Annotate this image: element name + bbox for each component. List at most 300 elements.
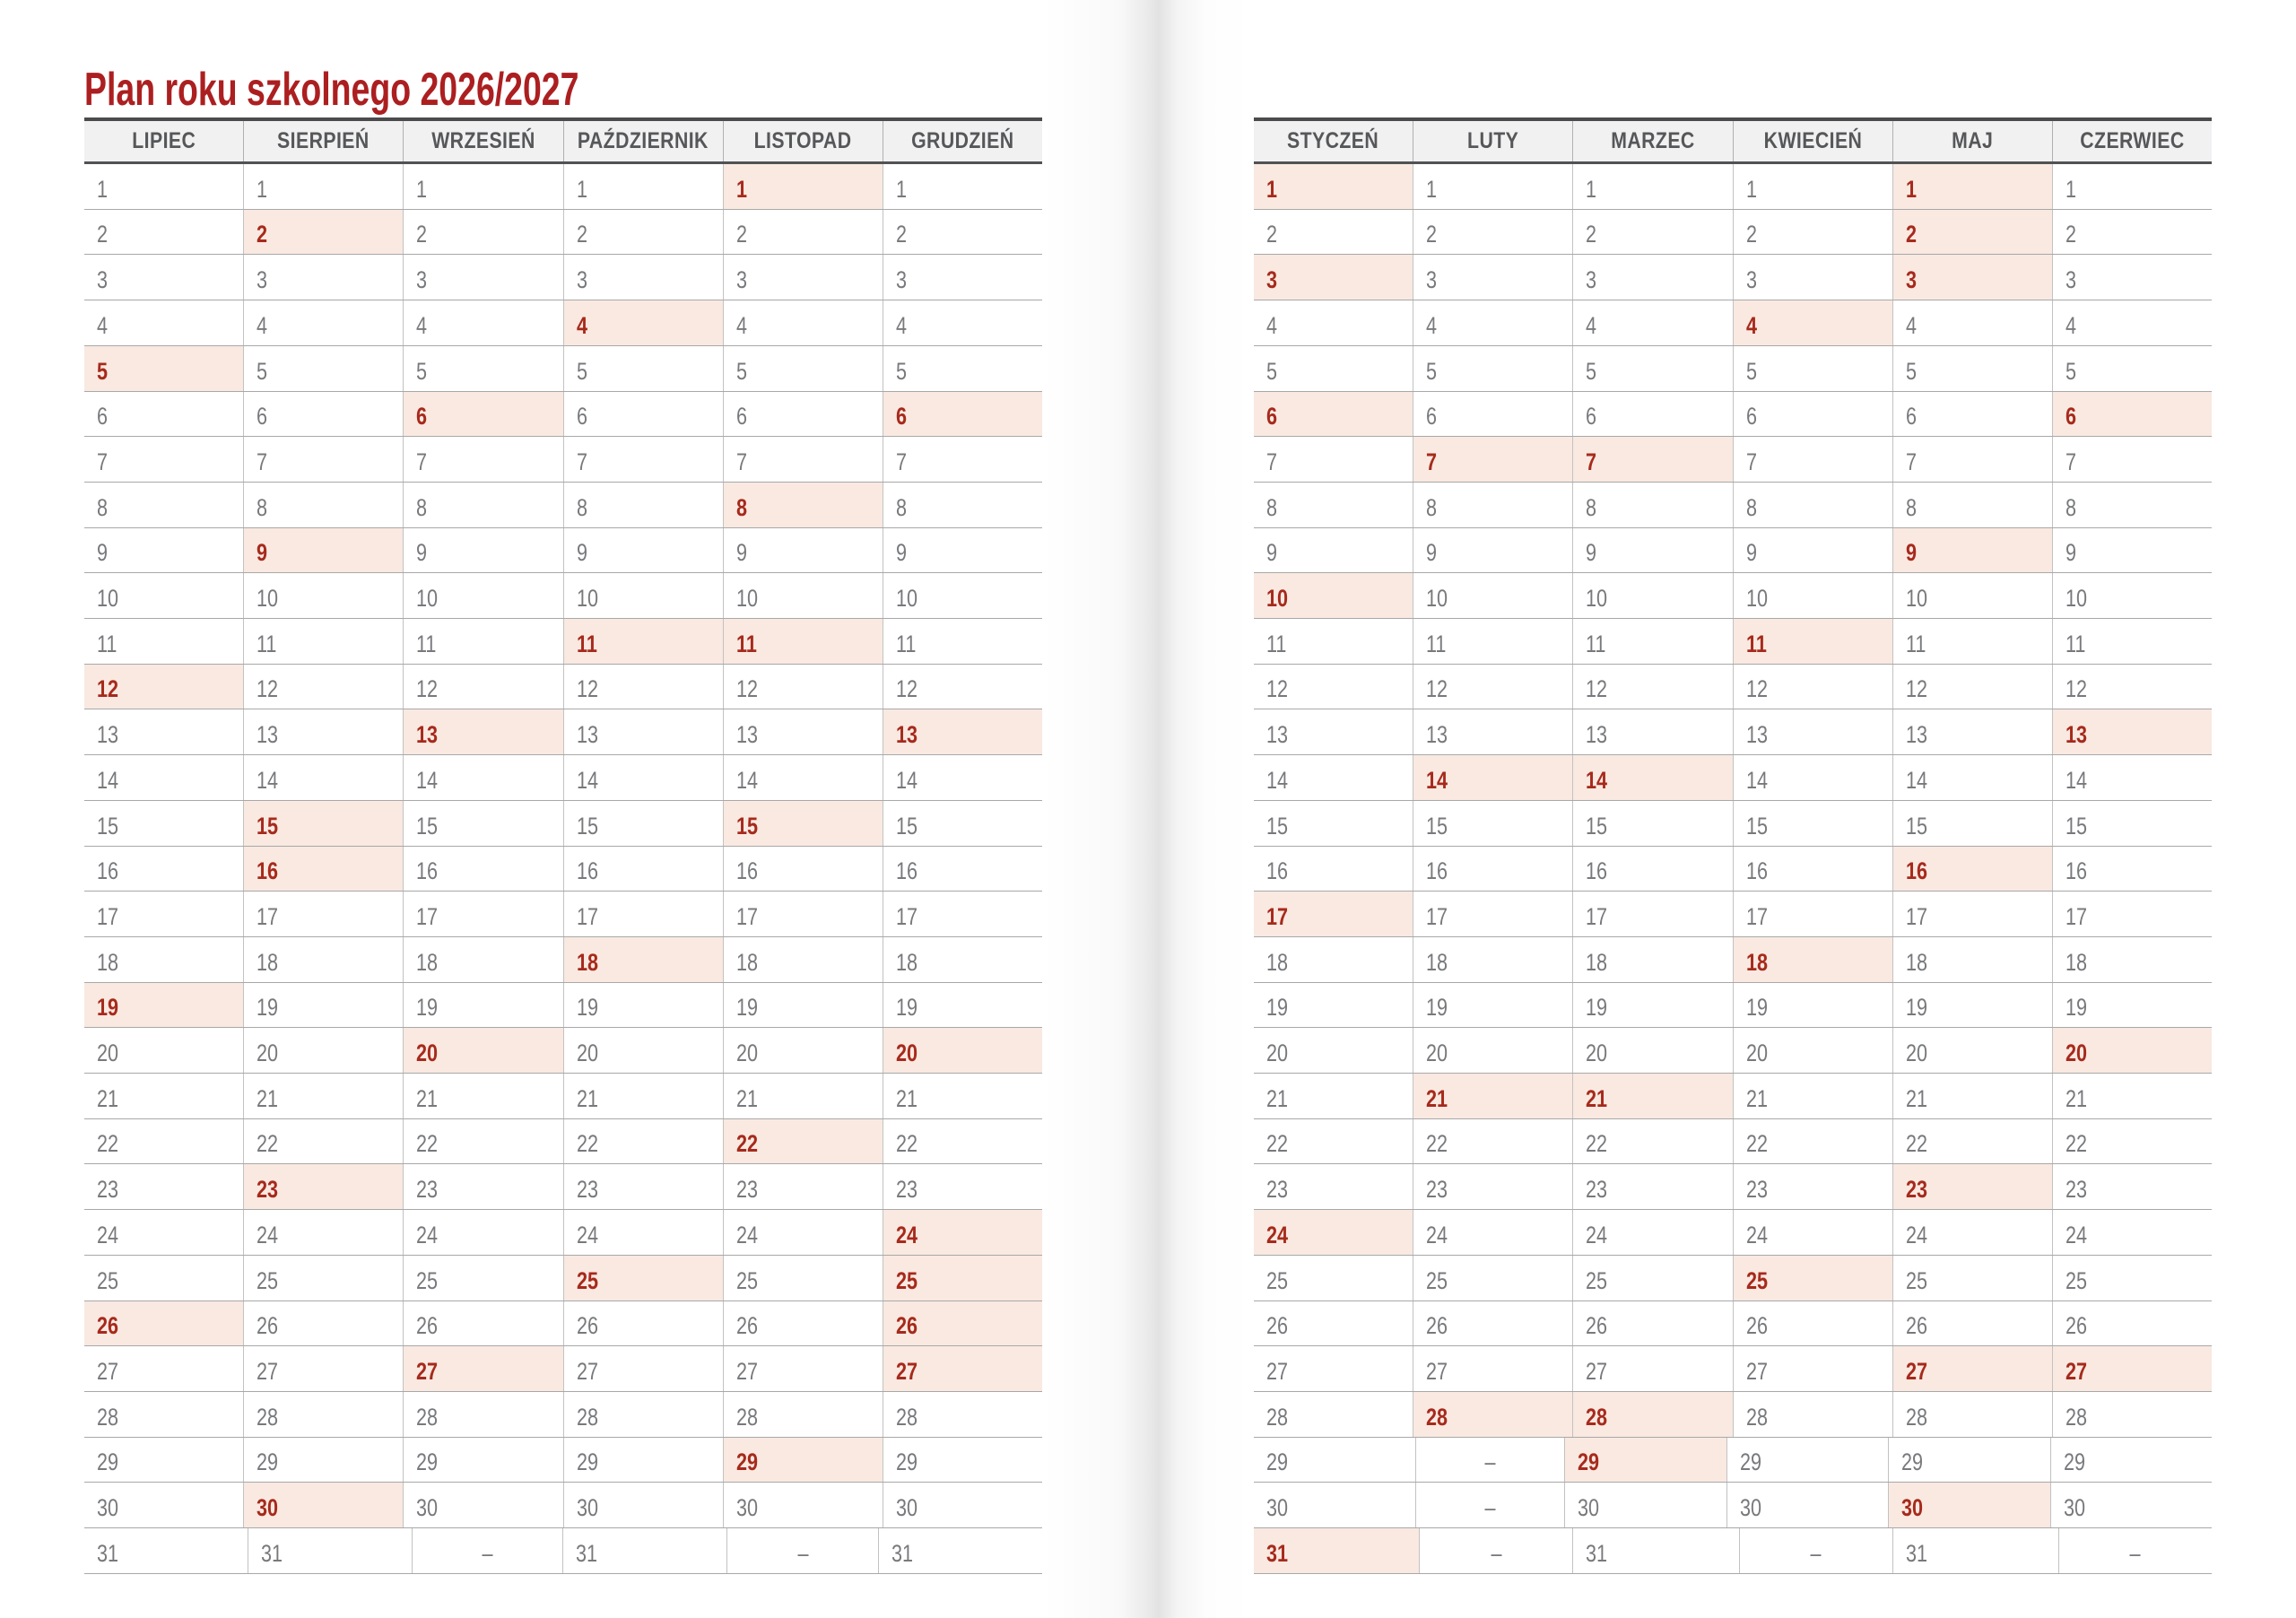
day-cell-left-m2-14 [403, 755, 562, 800]
day-row-left-3 [84, 255, 1042, 300]
day-number: 14 [576, 766, 598, 794]
day-number: 7 [1586, 448, 1597, 475]
day-number: 4 [1905, 311, 1917, 339]
day-number: 8 [1745, 493, 1757, 521]
empty-dash: – [2129, 1539, 2141, 1567]
day-number: 15 [1905, 812, 1927, 839]
day-number: 1 [257, 175, 268, 203]
day-number: 25 [416, 1266, 439, 1294]
day-row-right-25 [1254, 1256, 2212, 1301]
day-number: 10 [1745, 585, 1768, 613]
day-number: 13 [1266, 721, 1289, 749]
holiday-cell-right-m1-21 [1413, 1074, 1572, 1118]
day-row-right-30 [1254, 1483, 2212, 1528]
day-number: 12 [1266, 675, 1289, 703]
empty-dash: – [482, 1539, 493, 1567]
day-cell-right-m4-11 [1892, 619, 2052, 664]
day-cell-left-m4-24 [723, 1210, 883, 1255]
day-row-left-16 [84, 847, 1042, 892]
day-cell-left-m5-4 [883, 300, 1042, 345]
day-number: 27 [97, 1357, 119, 1385]
day-row-left-23 [84, 1164, 1042, 1210]
day-number: 10 [1905, 585, 1927, 613]
day-cell-left-m4-12 [723, 665, 883, 709]
day-cell-right-m5-25 [2052, 1256, 2212, 1300]
day-cell-right-m4-18 [1892, 937, 2052, 982]
day-number: 9 [257, 539, 268, 567]
holiday-cell-right-m0-17 [1254, 892, 1413, 936]
day-number: 9 [97, 539, 109, 567]
day-number: 6 [1426, 403, 1438, 431]
day-number: 21 [576, 1084, 598, 1112]
day-cell-right-m2-25 [1572, 1256, 1732, 1300]
day-number: 1 [97, 175, 109, 203]
day-number: 28 [1905, 1403, 1927, 1431]
day-cell-right-m0-5 [1254, 346, 1413, 391]
month-name: PAŹDZIERNIK [578, 128, 709, 153]
day-number: 28 [416, 1403, 439, 1431]
day-cell-right-m0-2 [1254, 210, 1413, 255]
day-cell-left-m2-5 [403, 346, 562, 391]
day-row-left-13 [84, 709, 1042, 755]
day-cell-left-m3-22 [563, 1119, 723, 1164]
day-cell-right-m0-23 [1254, 1164, 1413, 1209]
holiday-cell-left-m5-6 [883, 392, 1042, 437]
empty-cell-right-m3-31 [1739, 1528, 1892, 1573]
holiday-cell-left-m5-26 [883, 1301, 1042, 1346]
day-number: 2 [1426, 221, 1438, 248]
day-cell-left-m0-20 [84, 1028, 243, 1073]
day-row-left-26 [84, 1301, 1042, 1347]
day-number: 20 [1266, 1040, 1289, 1067]
day-number: 21 [416, 1084, 439, 1112]
day-cell-left-m5-5 [883, 346, 1042, 391]
day-number: 29 [257, 1448, 279, 1476]
day-cell-right-m0-8 [1254, 483, 1413, 527]
month-header-left-3 [563, 121, 723, 161]
day-cell-left-m4-13 [723, 709, 883, 754]
day-number: 2 [1905, 221, 1917, 248]
day-cell-left-m3-23 [563, 1164, 723, 1209]
day-cell-right-m4-22 [1892, 1119, 2052, 1164]
day-number: 24 [1905, 1221, 1927, 1248]
day-cell-right-m1-22 [1413, 1119, 1572, 1164]
day-number: 27 [2065, 1357, 2087, 1385]
day-number: 21 [257, 1084, 279, 1112]
day-cell-right-m5-4 [2052, 300, 2212, 345]
day-cell-right-m5-26 [2052, 1301, 2212, 1346]
day-number: 9 [416, 539, 428, 567]
day-cell-left-m4-16 [723, 847, 883, 892]
day-cell-right-m5-15 [2052, 801, 2212, 846]
day-number: 7 [1745, 448, 1757, 475]
empty-cell-right-m5-31 [2058, 1528, 2212, 1573]
day-cell-left-m5-19 [883, 983, 1042, 1028]
day-row-left-6 [84, 392, 1042, 438]
day-number: 12 [1426, 675, 1448, 703]
day-row-left-30 [84, 1483, 1042, 1528]
empty-cell-right-m1-31 [1419, 1528, 1572, 1573]
day-cell-left-m5-14 [883, 755, 1042, 800]
day-cell-right-m1-10 [1413, 573, 1572, 618]
day-cell-right-m5-21 [2052, 1074, 2212, 1118]
day-number: 23 [1426, 1176, 1448, 1204]
day-number: 14 [1266, 766, 1289, 794]
day-number: 21 [1586, 1084, 1608, 1112]
day-number: 5 [97, 357, 109, 385]
day-number: 26 [2065, 1312, 2087, 1340]
day-number: 29 [416, 1448, 439, 1476]
day-cell-right-m1-5 [1413, 346, 1572, 391]
day-row-right-18 [1254, 937, 2212, 983]
day-number: 23 [97, 1176, 119, 1204]
day-cell-left-m0-9 [84, 528, 243, 573]
day-cell-right-m5-17 [2052, 892, 2212, 936]
day-cell-right-m3-17 [1733, 892, 1892, 936]
day-cell-left-m2-29 [403, 1438, 562, 1483]
day-number: 29 [576, 1448, 598, 1476]
day-number: 20 [1905, 1040, 1927, 1067]
day-cell-left-m0-13 [84, 709, 243, 754]
day-cell-left-m3-6 [563, 392, 723, 437]
day-cell-left-m1-18 [243, 937, 403, 982]
day-number: 14 [97, 766, 119, 794]
day-number: 26 [735, 1312, 758, 1340]
month-header-right-0 [1254, 121, 1413, 161]
day-cell-left-m2-1 [403, 164, 562, 209]
day-cell-left-m5-9 [883, 528, 1042, 573]
day-number: 11 [735, 630, 757, 657]
day-cell-right-m1-16 [1413, 847, 1572, 892]
day-cell-right-m0-30 [1254, 1483, 1415, 1527]
day-number: 1 [1586, 175, 1597, 203]
day-cell-left-m3-12 [563, 665, 723, 709]
day-number: 23 [895, 1176, 918, 1204]
day-number: 31 [97, 1539, 119, 1567]
day-number: 17 [1905, 902, 1927, 930]
day-number: 20 [1745, 1040, 1768, 1067]
day-cell-right-m0-22 [1254, 1119, 1413, 1164]
day-cell-left-m1-10 [243, 573, 403, 618]
day-number: 15 [1426, 812, 1448, 839]
day-cell-left-m5-8 [883, 483, 1042, 527]
day-number: 19 [1905, 994, 1927, 1022]
day-number: 14 [1586, 766, 1608, 794]
day-number: 5 [576, 357, 587, 385]
day-cell-right-m4-25 [1892, 1256, 2052, 1300]
day-cell-right-m3-8 [1733, 483, 1892, 527]
day-number: 24 [1426, 1221, 1448, 1248]
day-number: 15 [1586, 812, 1608, 839]
day-cell-left-m3-24 [563, 1210, 723, 1255]
day-cell-left-m5-12 [883, 665, 1042, 709]
day-number: 19 [1426, 994, 1448, 1022]
holiday-cell-left-m1-15 [243, 801, 403, 846]
day-cell-left-m2-3 [403, 255, 562, 300]
day-number: 2 [416, 221, 428, 248]
day-number: 2 [257, 221, 268, 248]
day-number: 6 [1905, 403, 1917, 431]
day-row-right-26 [1254, 1301, 2212, 1347]
day-number: 16 [735, 857, 758, 885]
day-number: 11 [576, 630, 597, 657]
holiday-cell-right-m0-3 [1254, 255, 1413, 300]
day-number: 25 [576, 1266, 598, 1294]
day-number: 26 [576, 1312, 598, 1340]
day-number: 19 [1266, 994, 1289, 1022]
day-cell-left-m0-24 [84, 1210, 243, 1255]
day-cell-right-m1-12 [1413, 665, 1572, 709]
day-number: 2 [1745, 221, 1757, 248]
day-row-left-11 [84, 619, 1042, 665]
holiday-cell-right-m4-30 [1888, 1483, 2050, 1527]
day-number: 7 [1905, 448, 1917, 475]
day-number: 19 [735, 994, 758, 1022]
day-number: 5 [895, 357, 907, 385]
day-number: 6 [735, 403, 747, 431]
day-number: 24 [895, 1221, 918, 1248]
holiday-cell-right-m1-7 [1413, 437, 1572, 482]
day-cell-left-m2-30 [403, 1483, 562, 1527]
month-name: STYCZEŃ [1287, 128, 1379, 153]
day-cell-left-m4-2 [723, 210, 883, 255]
day-cell-left-m0-30 [84, 1483, 243, 1527]
day-cell-left-m3-21 [563, 1074, 723, 1118]
day-number: 3 [2065, 266, 2076, 294]
day-number: 4 [1745, 311, 1757, 339]
day-number: 2 [576, 221, 587, 248]
day-number: 23 [1266, 1176, 1289, 1204]
day-row-right-21 [1254, 1074, 2212, 1119]
day-cell-right-m1-13 [1413, 709, 1572, 754]
holiday-cell-right-m4-9 [1892, 528, 2052, 573]
day-row-left-31 [84, 1528, 1042, 1574]
day-number: 22 [576, 1130, 598, 1158]
month-header-right-3 [1733, 121, 1892, 161]
day-number: 16 [1266, 857, 1289, 885]
day-number: 20 [735, 1040, 758, 1067]
day-number: 17 [895, 902, 918, 930]
day-row-right-27 [1254, 1346, 2212, 1392]
day-row-right-5 [1254, 346, 2212, 392]
day-number: 3 [576, 266, 587, 294]
day-row-right-3 [1254, 255, 2212, 300]
day-number: 26 [1426, 1312, 1448, 1340]
holiday-cell-right-m5-20 [2052, 1028, 2212, 1073]
day-number: 18 [576, 948, 598, 976]
day-number: 17 [1745, 902, 1768, 930]
day-number: 2 [2065, 221, 2076, 248]
day-cell-right-m5-29 [2050, 1438, 2213, 1483]
day-number: 13 [895, 721, 918, 749]
day-cell-right-m5-10 [2052, 573, 2212, 618]
day-cell-left-m5-15 [883, 801, 1042, 846]
day-cell-right-m2-3 [1572, 255, 1732, 300]
day-cell-right-m2-31 [1572, 1528, 1738, 1573]
holiday-cell-right-m2-29 [1564, 1438, 1726, 1483]
day-number: 27 [1586, 1357, 1608, 1385]
holiday-cell-right-m0-6 [1254, 392, 1413, 437]
day-number: 12 [1745, 675, 1768, 703]
day-number: 30 [895, 1494, 918, 1522]
month-header-left-0 [84, 121, 243, 161]
day-number: 25 [895, 1266, 918, 1294]
day-cell-right-m2-8 [1572, 483, 1732, 527]
day-number: 6 [576, 403, 587, 431]
day-number: 23 [257, 1176, 279, 1204]
day-cell-right-m2-18 [1572, 937, 1732, 982]
day-cell-left-m4-10 [723, 573, 883, 618]
day-number: 24 [416, 1221, 439, 1248]
day-number: 16 [1586, 857, 1608, 885]
day-number: 17 [97, 902, 119, 930]
day-cell-right-m3-22 [1733, 1119, 1892, 1164]
day-number: 24 [1586, 1221, 1608, 1248]
day-number: 4 [1426, 311, 1438, 339]
day-number: 30 [2063, 1494, 2085, 1522]
day-row-left-22 [84, 1119, 1042, 1165]
day-row-left-18 [84, 937, 1042, 983]
day-number: 17 [1586, 902, 1608, 930]
day-row-right-7 [1254, 437, 2212, 483]
day-number: 30 [1266, 1494, 1289, 1522]
day-number: 28 [1586, 1403, 1608, 1431]
day-number: 13 [416, 721, 439, 749]
day-cell-right-m3-15 [1733, 801, 1892, 846]
day-number: 8 [416, 493, 428, 521]
day-number: 27 [257, 1357, 279, 1385]
day-number: 3 [416, 266, 428, 294]
day-cell-right-m1-26 [1413, 1301, 1572, 1346]
day-cell-left-m0-15 [84, 801, 243, 846]
day-number: 3 [257, 266, 268, 294]
day-cell-left-m4-28 [723, 1392, 883, 1437]
day-number: 26 [257, 1312, 279, 1340]
day-number: 18 [1745, 948, 1768, 976]
day-cell-left-m0-3 [84, 255, 243, 300]
day-number: 30 [1901, 1494, 1924, 1522]
day-cell-right-m2-9 [1572, 528, 1732, 573]
day-cell-right-m0-29 [1254, 1438, 1415, 1483]
calendar-left-page [84, 117, 1042, 1574]
day-number: 17 [576, 902, 598, 930]
day-cell-right-m1-9 [1413, 528, 1572, 573]
day-number: 18 [416, 948, 439, 976]
day-number: 27 [576, 1357, 598, 1385]
day-cell-right-m5-24 [2052, 1210, 2212, 1255]
day-cell-right-m3-6 [1733, 392, 1892, 437]
day-number: 11 [1586, 630, 1606, 657]
day-number: 25 [1905, 1266, 1927, 1294]
day-number: 30 [1578, 1494, 1600, 1522]
day-cell-right-m3-2 [1733, 210, 1892, 255]
day-row-right-11 [1254, 619, 2212, 665]
day-row-left-28 [84, 1392, 1042, 1438]
day-number: 10 [1266, 585, 1289, 613]
day-number: 14 [257, 766, 279, 794]
day-number: 1 [416, 175, 428, 203]
holiday-cell-left-m1-2 [243, 210, 403, 255]
day-number: 28 [576, 1403, 598, 1431]
day-row-left-9 [84, 528, 1042, 574]
day-number: 9 [1586, 539, 1597, 567]
day-number: 24 [2065, 1221, 2087, 1248]
day-number: 10 [576, 585, 598, 613]
holiday-cell-right-m4-3 [1892, 255, 2052, 300]
holiday-cell-left-m4-8 [723, 483, 883, 527]
day-number: 10 [97, 585, 119, 613]
day-cell-right-m3-24 [1733, 1210, 1892, 1255]
day-number: 4 [416, 311, 428, 339]
day-cell-right-m5-30 [2050, 1483, 2213, 1527]
day-number: 22 [257, 1130, 279, 1158]
day-row-right-22 [1254, 1119, 2212, 1165]
day-row-left-27 [84, 1346, 1042, 1392]
day-number: 11 [895, 630, 917, 657]
day-number: 17 [416, 902, 439, 930]
holiday-cell-left-m5-27 [883, 1346, 1042, 1391]
day-cell-right-m1-3 [1413, 255, 1572, 300]
day-cell-right-m2-2 [1572, 210, 1732, 255]
day-number: 1 [1426, 175, 1438, 203]
day-number: 13 [97, 721, 119, 749]
day-number: 9 [735, 539, 747, 567]
day-number: 25 [2065, 1266, 2087, 1294]
day-cell-right-m5-5 [2052, 346, 2212, 391]
day-number: 15 [97, 812, 119, 839]
holiday-cell-left-m1-23 [243, 1164, 403, 1209]
day-row-left-10 [84, 573, 1042, 619]
month-name: WRZESIEŃ [431, 128, 535, 153]
day-number: 25 [1745, 1266, 1768, 1294]
day-cell-left-m4-19 [723, 983, 883, 1028]
day-cell-right-m2-6 [1572, 392, 1732, 437]
day-number: 24 [97, 1221, 119, 1248]
month-header-right-2 [1572, 121, 1732, 161]
day-number: 30 [257, 1494, 279, 1522]
day-cell-left-m4-26 [723, 1301, 883, 1346]
calendar-grid-left [84, 164, 1042, 1574]
day-cell-left-m2-10 [403, 573, 562, 618]
day-cell-left-m2-16 [403, 847, 562, 892]
holiday-cell-right-m2-7 [1572, 437, 1732, 482]
month-name: GRUDZIEŃ [911, 128, 1014, 153]
day-row-left-14 [84, 755, 1042, 801]
page-fold-shadow [1042, 0, 1254, 1618]
holiday-cell-left-m4-29 [723, 1438, 883, 1483]
day-number: 12 [1586, 675, 1608, 703]
day-cell-left-m3-7 [563, 437, 723, 482]
day-number: 4 [2065, 311, 2076, 339]
holiday-cell-left-m4-22 [723, 1119, 883, 1164]
day-number: 29 [1578, 1448, 1600, 1476]
month-header-left-1 [243, 121, 403, 161]
day-number: 5 [1426, 357, 1438, 385]
day-cell-right-m4-13 [1892, 709, 2052, 754]
day-number: 9 [895, 539, 907, 567]
day-number: 6 [895, 403, 907, 431]
day-cell-right-m5-3 [2052, 255, 2212, 300]
day-number: 16 [97, 857, 119, 885]
day-cell-right-m0-9 [1254, 528, 1413, 573]
day-cell-left-m1-26 [243, 1301, 403, 1346]
day-number: 28 [895, 1403, 918, 1431]
day-cell-left-m5-30 [883, 1483, 1042, 1527]
holiday-cell-left-m3-25 [563, 1256, 723, 1300]
day-cell-right-m1-18 [1413, 937, 1572, 982]
day-cell-left-m5-29 [883, 1438, 1042, 1483]
month-name: LUTY [1467, 128, 1519, 153]
